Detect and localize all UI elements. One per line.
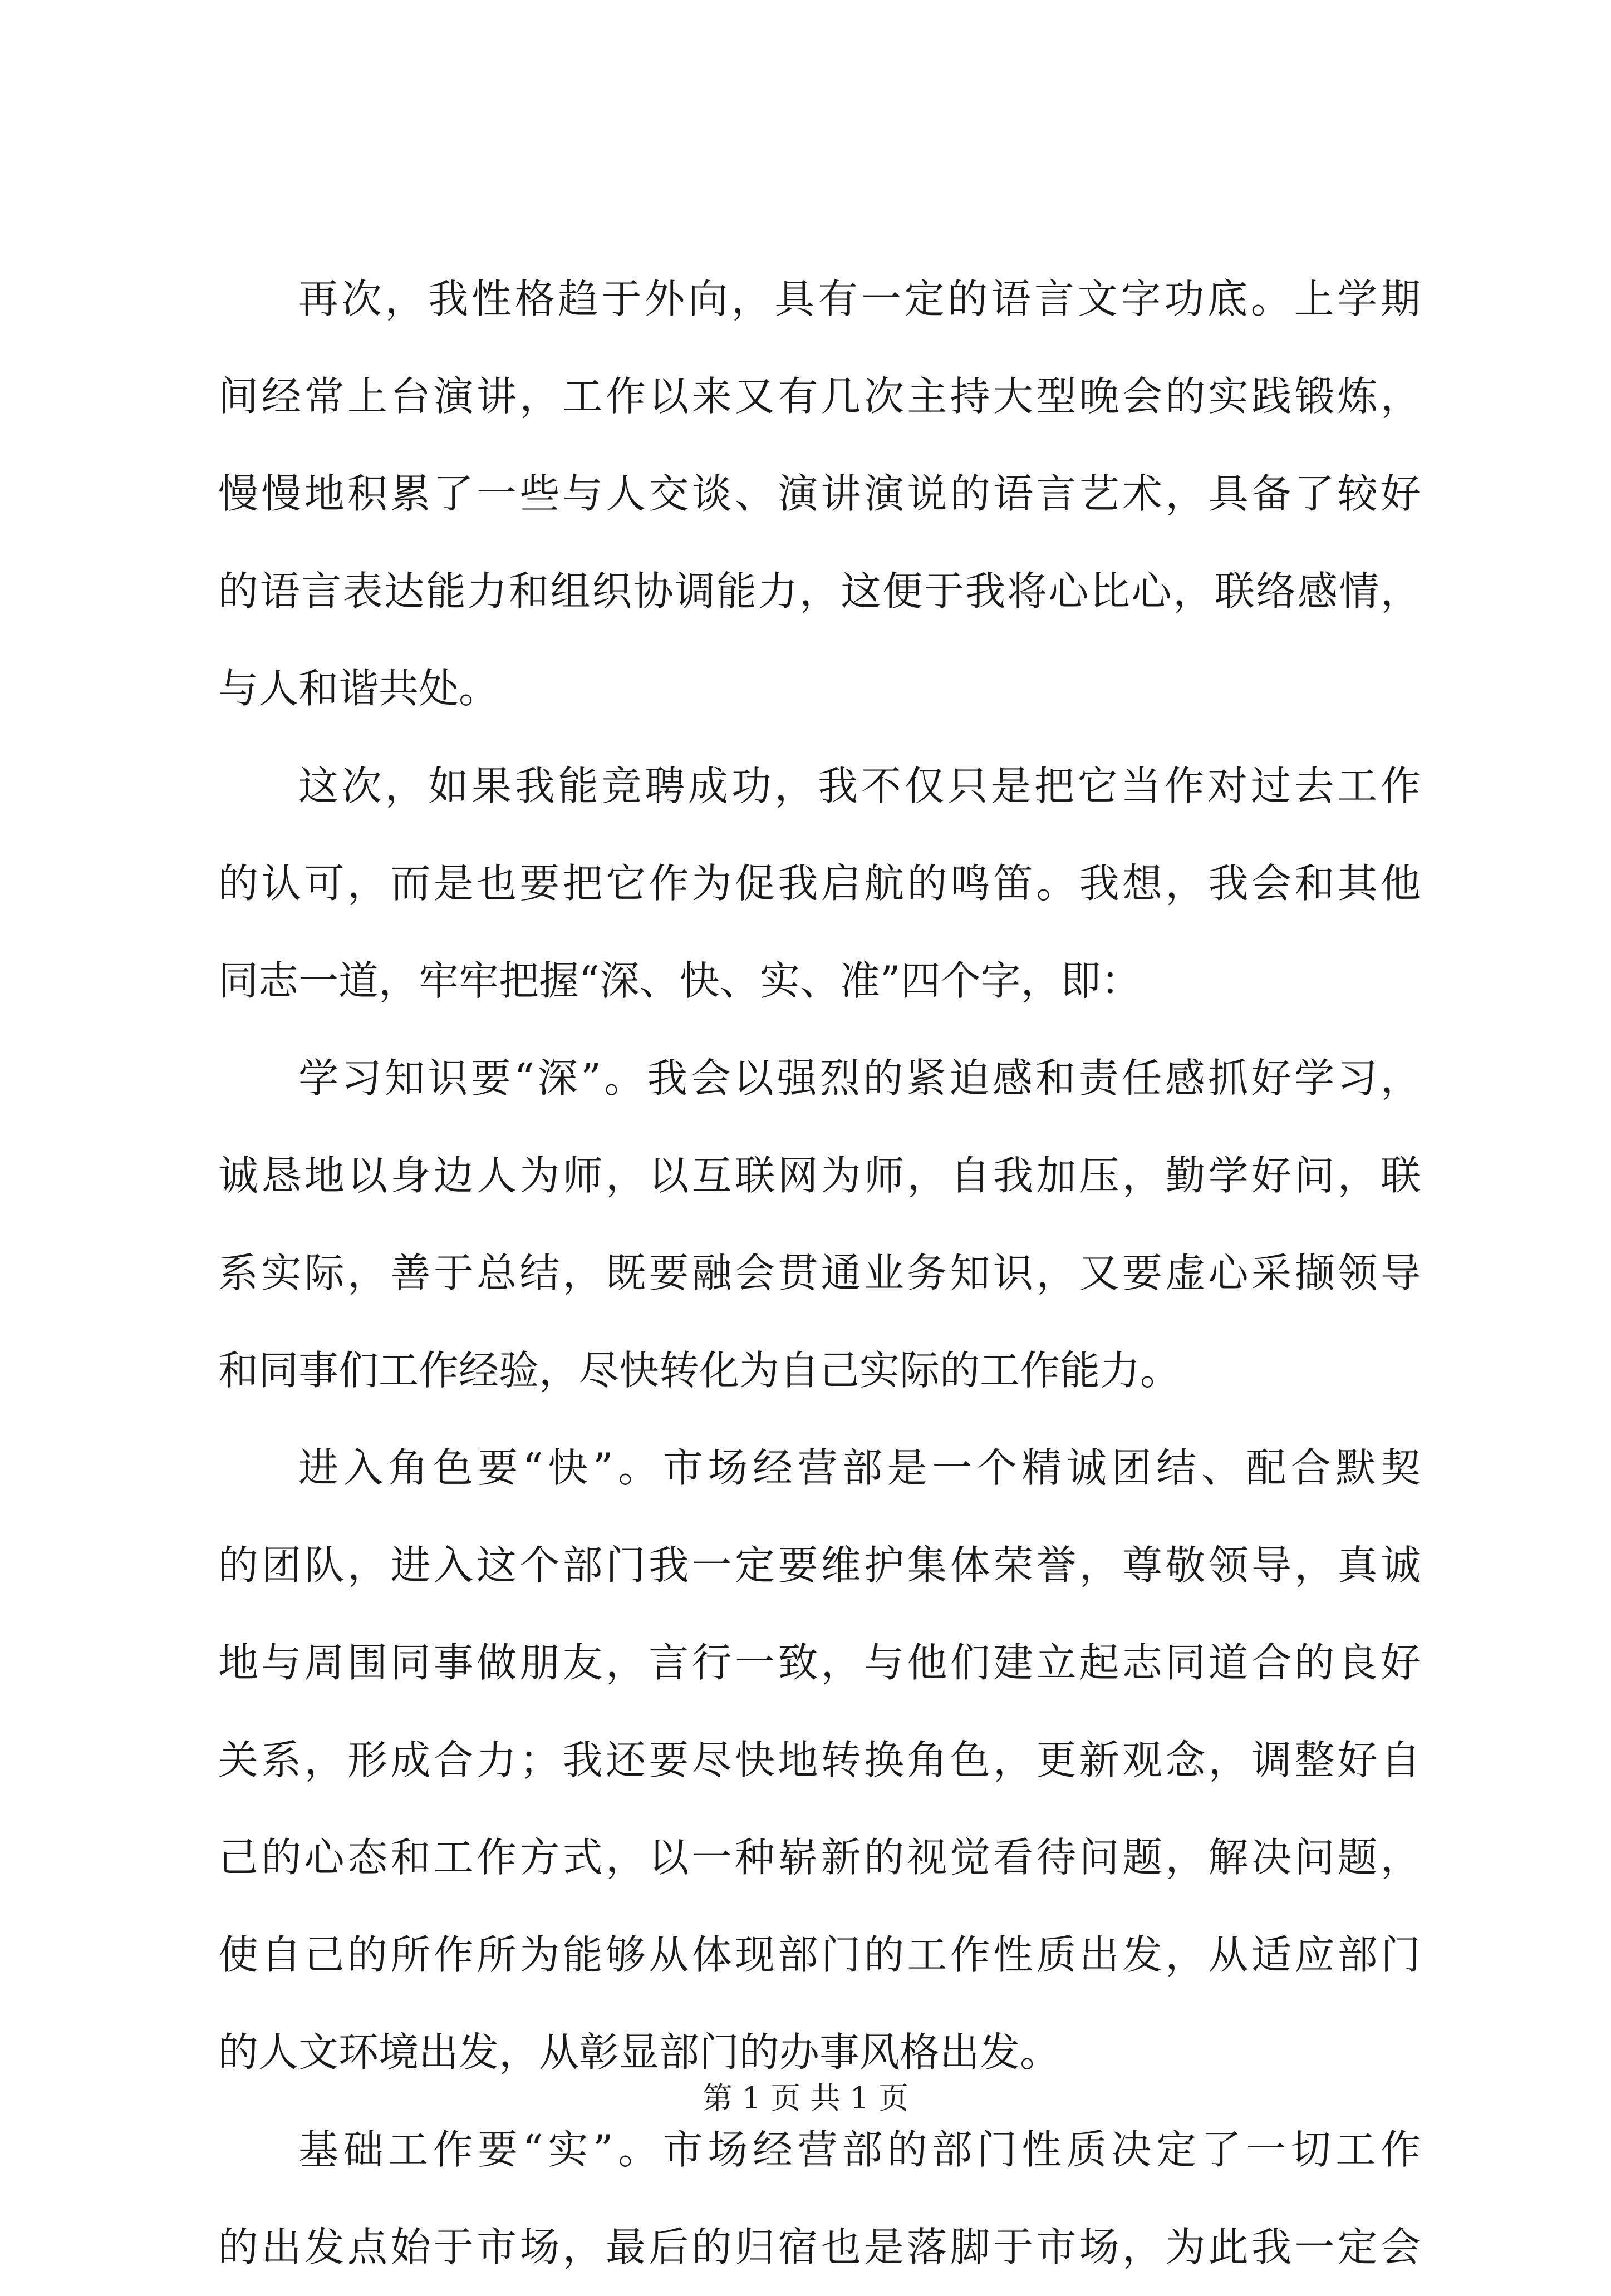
page-footer <box>0 2079 1611 2118</box>
text-line: 和同事们工作经验，尽快转化为自己实际的工作能力。 <box>218 1347 1181 1394</box>
paragraph-4 <box>218 1419 1421 2101</box>
text-line: 的团队，进入这个部门我一定要维护集体荣誉，尊敬领导，真诚 <box>218 1542 1421 1589</box>
text-line: 慢慢地积累了一些与人交谈、演讲演说的语言艺术，具备了较好 <box>218 470 1421 517</box>
text-line: 己的心态和工作方式，以一种崭新的视觉看待问题，解决问题， <box>218 1834 1421 1881</box>
text-line: 地与周围同事做朋友，言行一致，与他们建立起志同道合的良好 <box>218 1639 1421 1686</box>
paragraph-5 <box>218 2101 1421 2296</box>
paragraph-2 <box>218 738 1421 1030</box>
page-number-label: 第 1 页 共 1 页 <box>702 2081 909 2116</box>
text-line: 的语言表达能力和组织协调能力，这便于我将心比心，联络感情， <box>218 568 1421 614</box>
text-line: 基础工作要“实”。市场经营部的部门性质决定了一切工作 <box>298 2126 1421 2173</box>
text-line: 与人和谐共处。 <box>218 665 499 712</box>
text-line: 使自己的所作所为能够从体现部门的工作性质出发，从适应部门 <box>218 1931 1421 1978</box>
text-line: 的出发点始于市场，最后的归宿也是落脚于市场，为此我一定会 <box>218 2224 1421 2270</box>
text-line: 同志一道，牢牢把握“深、快、实、准”四个字，即： <box>218 957 1141 1004</box>
text-line: 进入角色要“快”。市场经营部是一个精诚团结、配合默契 <box>298 1444 1421 1491</box>
text-line: 的人文环境出发，从彰显部门的办事风格出发。 <box>218 2029 1060 2076</box>
text-line: 诚恳地以身边人为师，以互联网为师，自我加压，勤学好问，联 <box>218 1152 1421 1199</box>
document-body <box>218 250 1421 2296</box>
text-line: 这次，如果我能竞聘成功，我不仅只是把它当作对过去工作 <box>298 763 1421 809</box>
text-line: 再次，我性格趋于外向，具有一定的语言文字功底。上学期 <box>298 276 1421 322</box>
paragraph-3 <box>218 1030 1421 1419</box>
text-line: 学习知识要“深”。我会以强烈的紧迫感和责任感抓好学习， <box>298 1055 1421 1102</box>
text-line: 间经常上台演讲，工作以来又有几次主持大型晚会的实践锻炼， <box>218 373 1421 420</box>
text-line: 关系，形成合力；我还要尽快地转换角色，更新观念，调整好自 <box>218 1737 1421 1783</box>
paragraph-1 <box>218 250 1421 738</box>
text-line: 的认可，而是也要把它作为促我启航的鸣笛。我想，我会和其他 <box>218 860 1421 907</box>
text-line: 系实际，善于总结，既要融会贯通业务知识，又要虚心采撷领导 <box>218 1250 1421 1296</box>
